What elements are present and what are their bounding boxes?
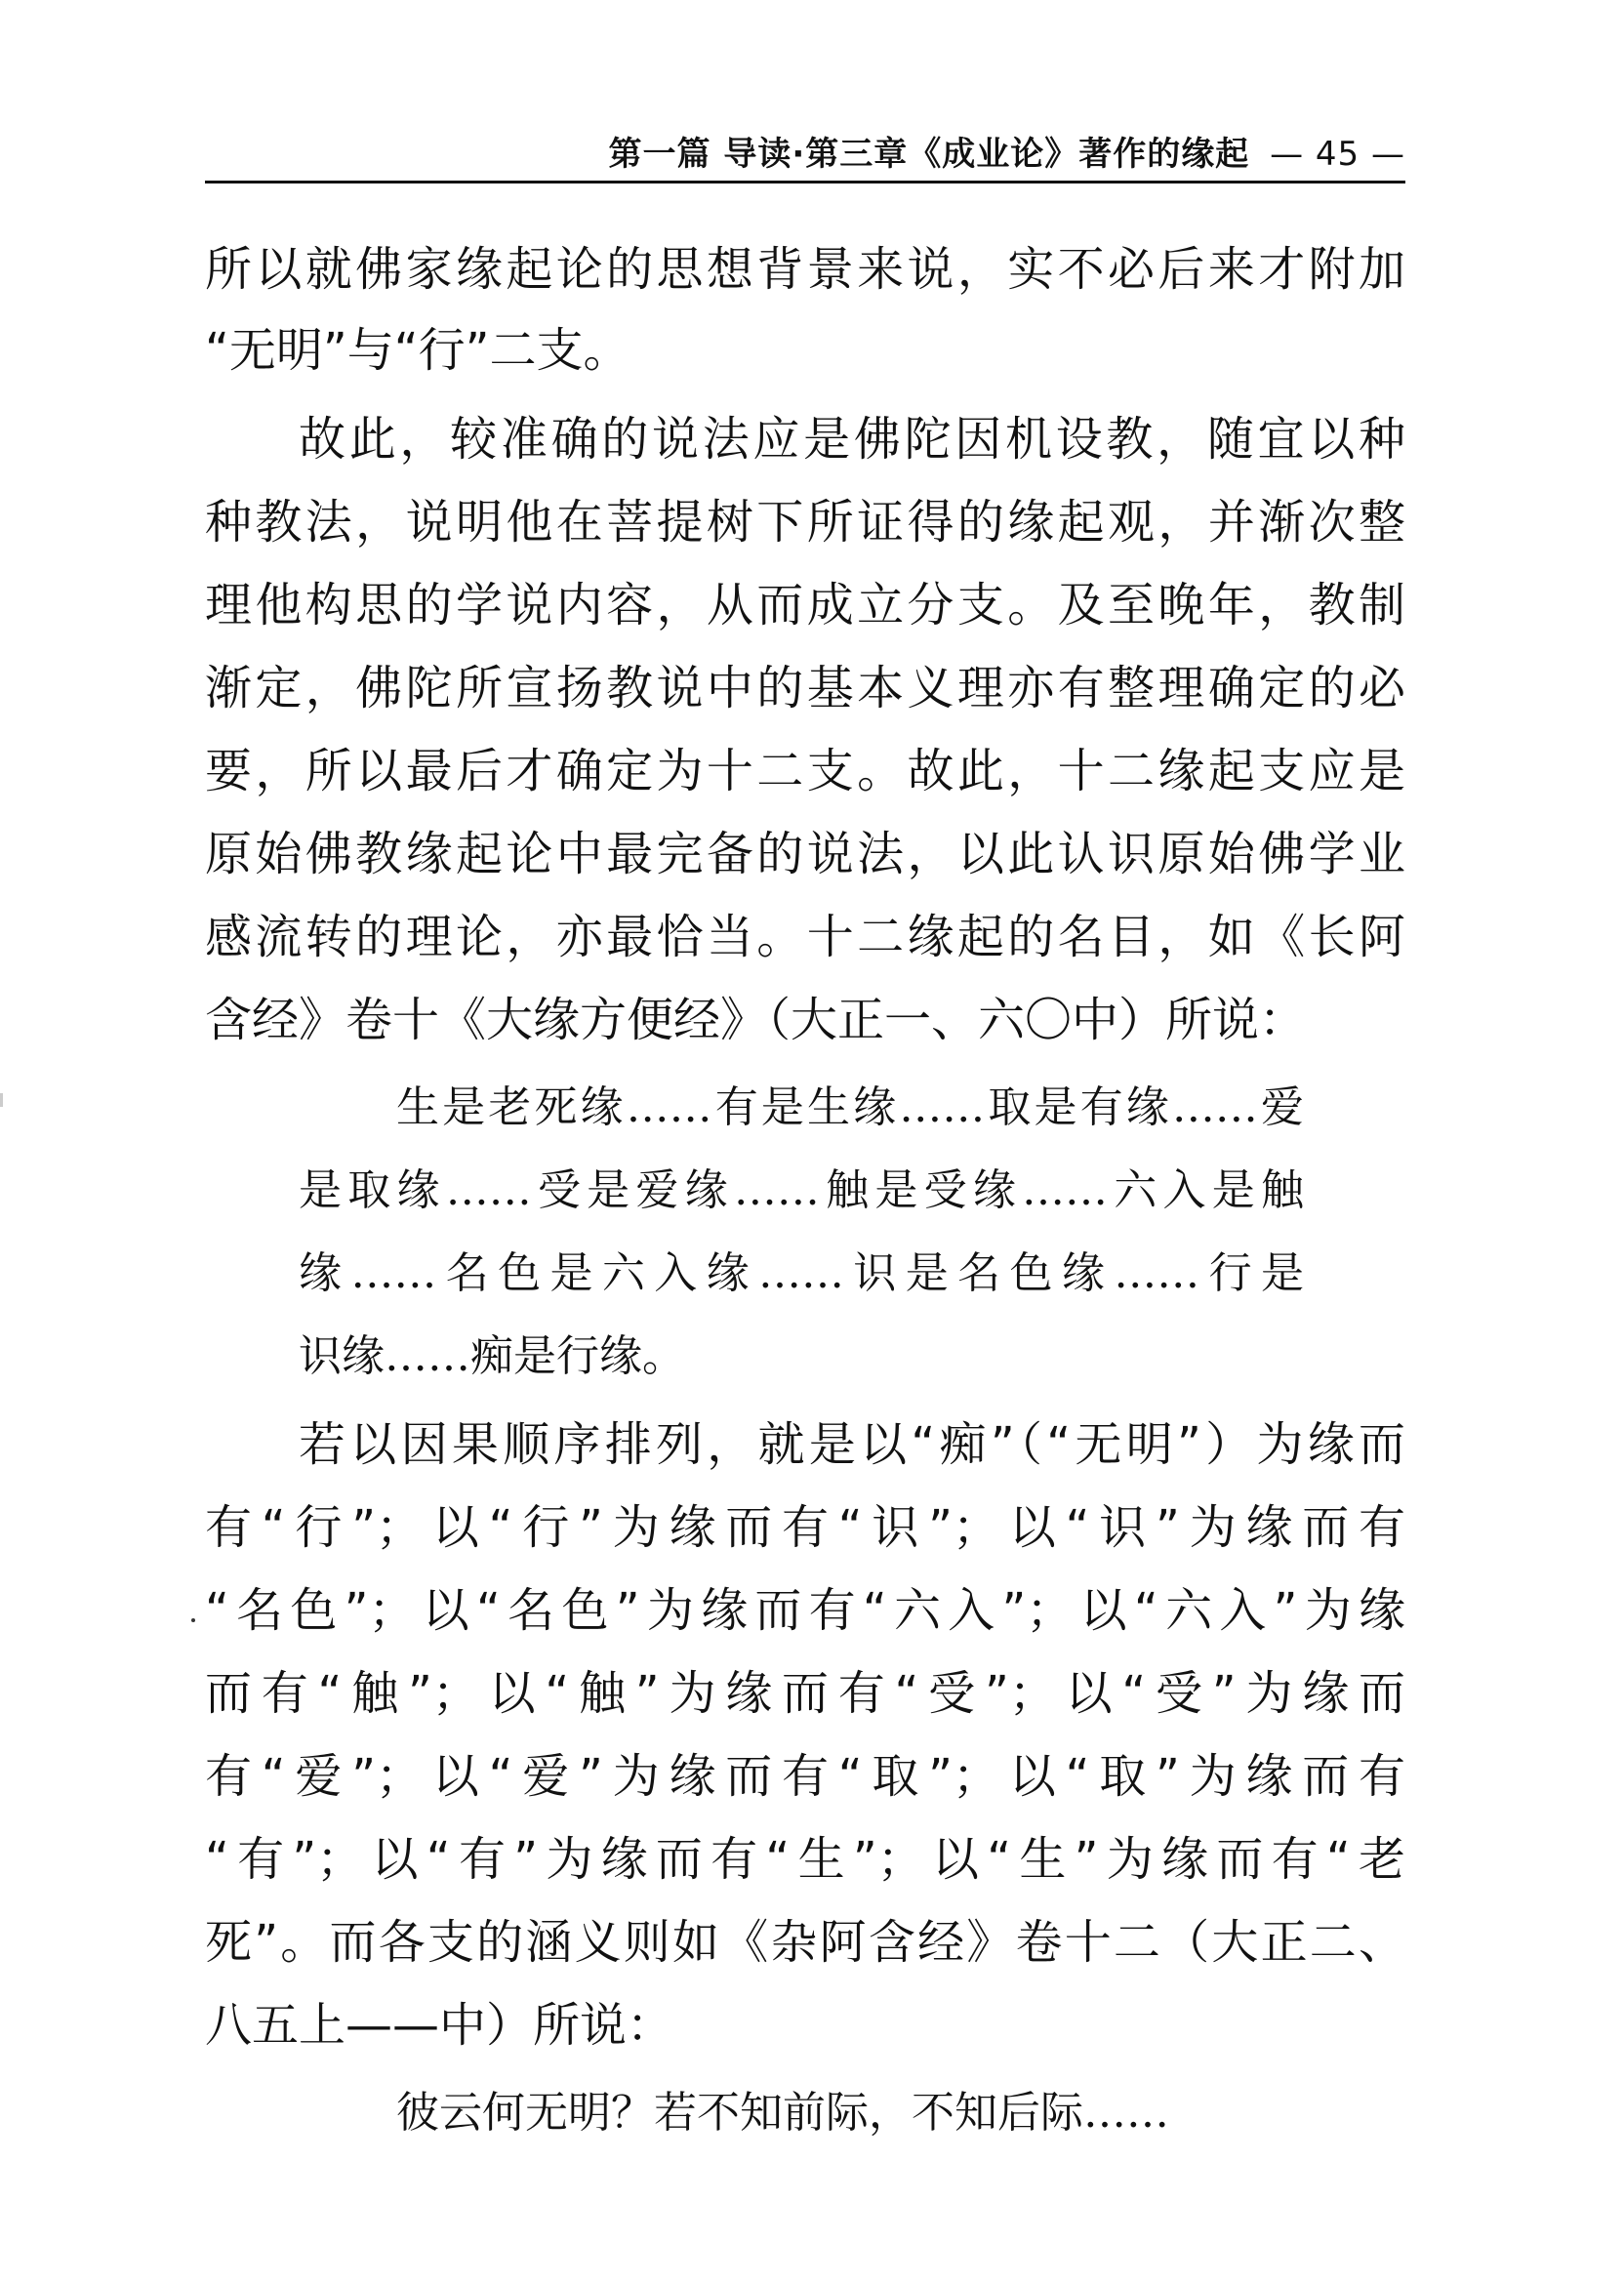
paragraph-3-line-8: 八五上——中）所说： — [205, 1998, 674, 2053]
scan-dot — [191, 1618, 195, 1622]
paragraph-3-line-4: 而有“触”；以“触”为缘而有“受”；以“受”为缘而 — [205, 1666, 1405, 1721]
paragraph-2-line-7: 感流转的理论，亦最恰当。十二缘起的名目，如《长阿 — [205, 910, 1405, 964]
paragraph-3-line-3: “名色”；以“名色”为缘而有“六入”；以“六入”为缘 — [205, 1583, 1405, 1638]
running-header — [205, 127, 1405, 184]
quote-1-line-4: 识缘……痴是行缘。 — [299, 1331, 685, 1381]
paragraph-3-line-7: 死”。而各支的涵义则如《杂阿含经》卷十二（大正二、 — [205, 1915, 1405, 1970]
paragraph-2-line-8: 含经》卷十《大缘方便经》（大正一、六〇中）所说： — [205, 993, 1307, 1047]
quote-2-line-1: 彼云何无明？若不知前际，不知后际…… — [396, 2088, 1169, 2138]
quote-1-line-3: 缘……名色是六入缘……识是名色缘……行是 — [299, 1248, 1304, 1298]
paragraph-2-line-4: 渐定，佛陀所宣扬教说中的基本义理亦有整理确定的必 — [205, 661, 1405, 715]
quote-1-line-1: 生是老死缘……有是生缘……取是有缘……爱 — [396, 1082, 1304, 1132]
paragraph-2-line-3: 理他构思的学说内容，从而成立分支。及至晚年，教制 — [205, 578, 1405, 632]
paragraph-3-line-5: 有“爱”；以“爱”为缘而有“取”；以“取”为缘而有 — [205, 1749, 1405, 1804]
quote-1-line-2: 是取缘……受是爱缘……触是受缘……六入是触 — [299, 1165, 1304, 1215]
header-title: 第一篇 导读·第三章《成业论》著作的缘起 — [608, 135, 1250, 174]
paragraph-2-line-1: 故此，较准确的说法应是佛陀因机设教，随宜以种 — [299, 412, 1405, 467]
paragraph-1-line-2: “无明”与“行”二支。 — [205, 323, 630, 378]
header-text — [609, 127, 1406, 175]
paragraph-1-line-1: 所以就佛家缘起论的思想背景来说，实不必后来才附加 — [205, 242, 1405, 297]
paragraph-3-line-2: 有“行”；以“行”为缘而有“识”；以“识”为缘而有 — [205, 1500, 1405, 1555]
paragraph-3-line-6: “有”；以“有”为缘而有“生”；以“生”为缘而有“老 — [205, 1832, 1405, 1887]
paragraph-3-line-1: 若以因果顺序排列，就是以“痴”（“无明”）为缘而 — [299, 1417, 1405, 1472]
scan-mark — [0, 1093, 3, 1107]
page-number: — 45 — — [1270, 135, 1405, 174]
paragraph-2-line-6: 原始佛教缘起论中最完备的说法，以此认识原始佛学业 — [205, 827, 1405, 881]
paragraph-2-line-5: 要，所以最后才确定为十二支。故此，十二缘起支应是 — [205, 744, 1405, 798]
paragraph-2-line-2: 种教法，说明他在菩提树下所证得的缘起观，并渐次整 — [205, 495, 1405, 550]
